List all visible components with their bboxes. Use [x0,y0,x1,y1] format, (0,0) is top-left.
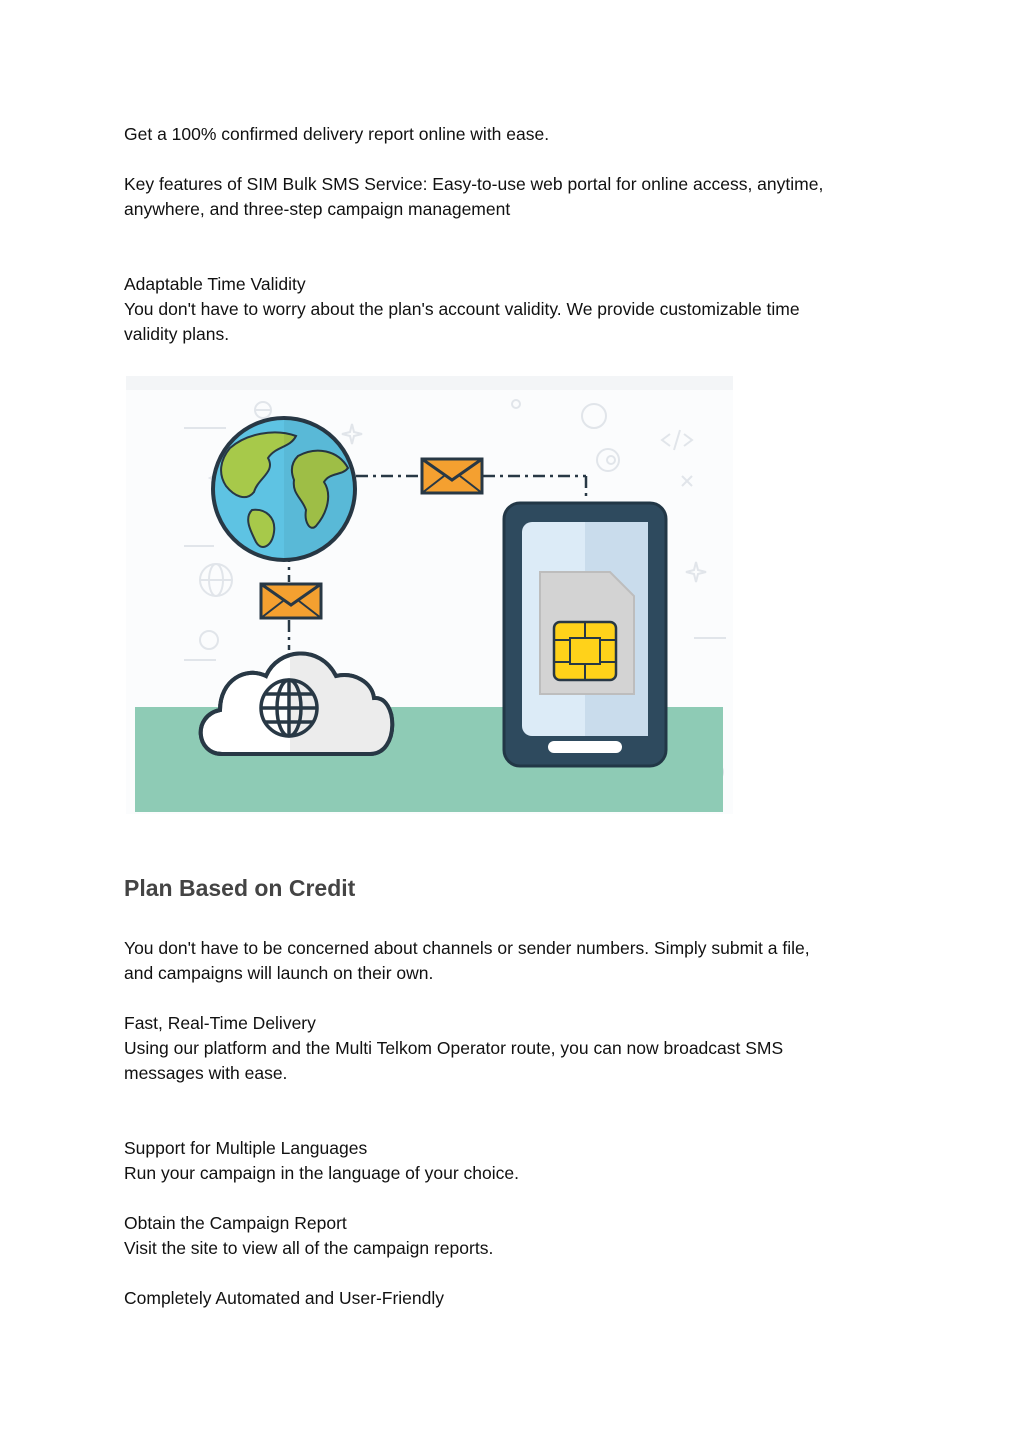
paragraph-time-validity: Adaptable Time Validity You don't have to worry about the plan's account validity. We provide customizable time validity plans. [124,272,894,347]
paragraph-credit-plan: You don't have to be concerned about channels or sender numbers. Simply submit a file, and campaigns will launch on their own. [124,938,810,983]
paragraph-delivery-report: Get a 100% confirmed delivery report online with ease. [124,124,550,144]
section-heading: Plan Based on Credit [124,875,356,901]
feature-title: Support for Multiple Languages [124,1138,368,1158]
paragraph-real-time-delivery: Fast, Real-Time Delivery Using our platform and the Multi Telkom Operator route, you can now broadcast SMS messages with ease. [124,1011,894,1086]
feature-title: Obtain the Campaign Report [124,1213,347,1233]
paragraph-key-features: Key features of SIM Bulk SMS Service: Easy-to-use web portal for online access, anytime, anywhere, and three-step campaign management [124,174,824,219]
paragraph-campaign-report: Obtain the Campaign Report Visit the site to view all of the campaign reports. [124,1211,894,1261]
sim-bulk-sms-illustration [126,376,733,814]
envelope-icon [422,459,482,493]
sim-card-icon [540,572,634,694]
paragraph-multi-language: Support for Multiple Languages Run your campaign in the language of your choice. [124,1136,894,1186]
paragraph-automated [124,1286,894,1311]
globe-icon [213,418,355,560]
envelope-icon [261,584,321,618]
feature-title: Adaptable Time Validity [124,274,306,294]
feature-title: Completely Automated and User-Friendly [124,1288,445,1308]
feature-title: Fast, Real-Time Delivery [124,1013,316,1033]
